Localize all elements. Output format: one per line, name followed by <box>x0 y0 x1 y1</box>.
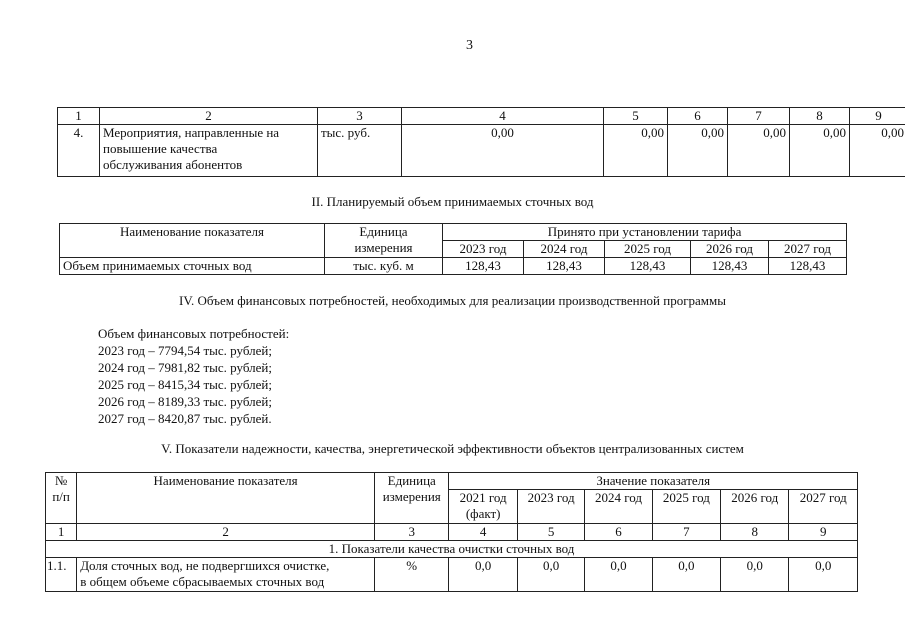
header-num <box>46 473 77 524</box>
col-number: 4 <box>449 524 517 541</box>
col-number: 2 <box>100 108 318 125</box>
header-year: 2023 год <box>517 490 584 524</box>
row-number: 4. <box>58 125 100 177</box>
header-name: Наименование показателя <box>77 473 375 524</box>
cell-value: 0,0 <box>789 558 858 592</box>
cell-value: 128,43 <box>691 258 769 275</box>
row-name-line: в общем объеме сбрасываемых сточных вод <box>80 574 325 589</box>
table-row <box>46 558 858 592</box>
row-name-line: повышение качества <box>103 141 218 156</box>
header-year: 2024 год <box>585 490 652 524</box>
header-unit-line: измерения <box>354 240 413 255</box>
cell-value: 0,0 <box>517 558 584 592</box>
financial-needs-line: 2023 год – 7794,54 тыс. рублей; <box>98 343 272 358</box>
header-year: 2024 год <box>524 241 605 258</box>
section-2-title: II. Планируемый объем принимаемых сточных вод <box>311 194 594 209</box>
table-3-column-numbers <box>46 524 858 541</box>
header-year-label: 2021 год <box>459 490 507 505</box>
header-unit <box>325 224 443 258</box>
financial-needs-list <box>98 325 289 427</box>
financial-needs-line: 2027 год – 8420,87 тыс. рублей. <box>98 411 272 426</box>
header-unit-line: Единица <box>387 473 436 488</box>
header-year-note: (факт) <box>465 506 501 521</box>
cell-value: 128,43 <box>769 258 847 275</box>
cell-value: 0,00 <box>668 125 728 177</box>
header-group: Значение показателя <box>449 473 858 490</box>
col-number: 8 <box>790 108 850 125</box>
subsection-row <box>46 541 858 558</box>
header-num-line: № <box>54 473 68 488</box>
col-number: 6 <box>585 524 652 541</box>
table-1 <box>57 107 905 177</box>
col-number: 1 <box>46 524 77 541</box>
header-name: Наименование показателя <box>60 224 325 258</box>
row-name: Объем принимаемых сточных вод <box>60 258 325 275</box>
col-number: 4 <box>402 108 604 125</box>
cell-value: 0,0 <box>449 558 517 592</box>
row-name-line: Доля сточных вод, не подвергшихся очистке, <box>80 558 330 573</box>
subsection-title: 1. Показатели качества очистки сточных вод <box>46 541 858 558</box>
col-number: 7 <box>728 108 790 125</box>
financial-needs-line: 2024 год – 7981,82 тыс. рублей; <box>98 360 272 375</box>
cell-value: 128,43 <box>605 258 691 275</box>
col-number: 6 <box>668 108 728 125</box>
header-num-line: п/п <box>52 489 70 504</box>
row-name <box>77 558 375 592</box>
header-year: 2027 год <box>789 490 858 524</box>
financial-needs-line: 2026 год – 8189,33 тыс. рублей; <box>98 394 272 409</box>
cell-value: 0,0 <box>652 558 720 592</box>
row-name <box>100 125 318 177</box>
section-5-title: V. Показатели надежности, качества, энергетической эффективности объектов централизованных систем <box>161 441 744 456</box>
header-year: 2025 год <box>652 490 720 524</box>
row-unit: тыс. руб. <box>318 125 402 177</box>
cell-value: 0,0 <box>585 558 652 592</box>
col-number: 3 <box>318 108 402 125</box>
col-number: 5 <box>604 108 668 125</box>
header-unit <box>375 473 449 524</box>
financial-needs-line: Объем финансовых потребностей: <box>98 326 290 341</box>
financial-needs-line: 2025 год – 8415,34 тыс. рублей; <box>98 377 272 392</box>
section-4-title: IV. Объем финансовых потребностей, необходимых для реализации производственной программы <box>179 293 726 308</box>
cell-value: 128,43 <box>443 258 524 275</box>
col-number: 7 <box>652 524 720 541</box>
header-unit-line: Единица <box>359 224 408 239</box>
row-unit: тыс. куб. м <box>325 258 443 275</box>
table-3-header-row-1 <box>46 473 858 490</box>
cell-value: 128,43 <box>524 258 605 275</box>
header-group: Принято при установлении тарифа <box>443 224 847 241</box>
col-number: 1 <box>58 108 100 125</box>
header-year: 2025 год <box>605 241 691 258</box>
col-number: 2 <box>77 524 375 541</box>
cell-value: 0,00 <box>402 125 604 177</box>
col-number: 5 <box>517 524 584 541</box>
header-year: 2026 год <box>721 490 789 524</box>
row-name-line: Мероприятия, направленные на <box>103 125 280 140</box>
table-row <box>58 125 905 177</box>
cell-value: 0,00 <box>728 125 790 177</box>
header-unit-line: измерения <box>382 489 441 504</box>
row-name-line: обслуживания абонентов <box>103 157 243 172</box>
cell-value: 0,0 <box>721 558 789 592</box>
col-number: 3 <box>375 524 449 541</box>
page-number: 3 <box>466 38 473 53</box>
table-row <box>60 258 847 275</box>
table-1-column-numbers <box>58 108 905 125</box>
table-2 <box>59 223 847 275</box>
header-year <box>449 490 517 524</box>
row-unit: % <box>375 558 449 592</box>
header-year: 2027 год <box>769 241 847 258</box>
cell-value: 0,00 <box>604 125 668 177</box>
row-number: 1.1. <box>46 558 77 592</box>
col-number: 8 <box>721 524 789 541</box>
table-3 <box>45 472 858 592</box>
header-year: 2023 год <box>443 241 524 258</box>
col-number: 9 <box>850 108 905 125</box>
cell-value: 0,00 <box>790 125 850 177</box>
cell-value: 0,00 <box>850 125 905 177</box>
header-year: 2026 год <box>691 241 769 258</box>
col-number: 9 <box>789 524 858 541</box>
table-2-header-row-1 <box>60 224 847 241</box>
